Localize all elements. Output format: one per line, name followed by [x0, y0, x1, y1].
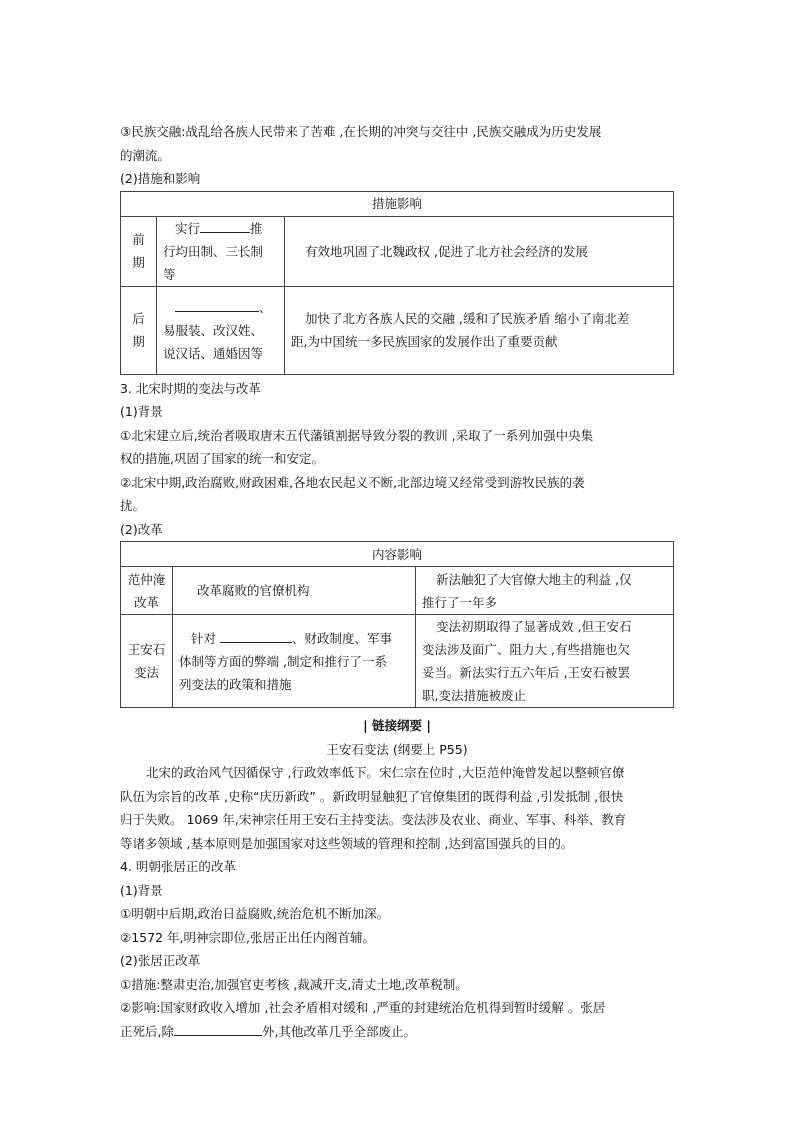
reform-name-cell — [121, 567, 173, 615]
measures-table — [120, 191, 674, 375]
section3-sub2: (2)改革 — [120, 521, 163, 537]
fill-blank[interactable] — [175, 297, 259, 312]
link-paragraph-line: 北宋的政治风气因循保守 ,行政效率低下。宋仁宗在位时 ,大臣范仲淹曾发起以整顿官僚 — [146, 765, 625, 780]
content-text: 针对 — [191, 630, 217, 646]
section4-p1: ①明朝中后期,政治日益腐败,统治危机不断加深。 — [120, 906, 390, 921]
p5-text: 外,其他改革几乎全部废止。 — [261, 1023, 416, 1039]
content-text: 列变法的政策和措施 — [179, 676, 292, 692]
section4-sub1: (1)背景 — [120, 882, 163, 898]
reform-name: 变法 — [133, 665, 159, 680]
measure-text: 等 — [163, 266, 176, 282]
measure-text: 说汉话、通婚因等 — [163, 345, 264, 361]
effect-cell — [416, 567, 674, 615]
link-paragraph-line: 队伍为宗旨的改革 ,史称“庆历新政” 。新政明显触犯了官僚集团的既得利益 ,引发抵制 ,很快 — [120, 788, 624, 804]
section3-p2b: 扰。 — [120, 498, 146, 513]
intro-line-2: 的潮流。 — [120, 147, 171, 163]
section3-sub1: (1)背景 — [120, 404, 163, 419]
effect-cell: 有效地巩固了北魏政权 ,促进了北方社会经济的发展 — [285, 216, 674, 286]
link-paragraph-line: 归于失败。 1069 年,宋神宗任用王安石主持变法。变法涉及农业、商业、军事、科举、教育 — [120, 812, 627, 827]
p5-text: 正死后,除 — [120, 1023, 174, 1039]
measure-text: 易服装、改汉姓、 — [163, 322, 264, 338]
effect-text: 变法初期取得了显著成效 ,但王安石 — [436, 619, 632, 634]
link-title: 王安石变法 (纲要上 P55) — [326, 741, 468, 757]
effect-text: 加快了北方各族人民的交融 ,缓和了民族矛盾 缩小了南北差 — [305, 311, 630, 326]
effect-text: 新法触犯了大官僚大地主的利益 ,仅 — [436, 571, 632, 587]
measure-text: 推 — [250, 220, 263, 236]
reform-name: 改革 — [133, 594, 159, 610]
reform-name-cell — [121, 615, 173, 708]
section4-title: 4. 明朝张居正的改革 — [120, 859, 236, 874]
intro-line-1: ③民族交融:战乱给各族人民带来了苦难 ,在长期的冲突与交往中 ,民族交融成为历史发展 — [120, 124, 602, 139]
reform-name: 王安石 — [127, 642, 166, 657]
fill-blank[interactable] — [174, 1021, 262, 1036]
fill-blank[interactable] — [220, 628, 292, 643]
measure-cell — [157, 286, 285, 374]
effect-text: 妥当。新法实行五六年后 ,王安石被罢 — [422, 665, 630, 680]
measure-text: 、 — [259, 299, 272, 315]
table-row — [121, 567, 674, 615]
effect-cell — [285, 286, 674, 374]
measures-subheading: (2)措施和影响 — [120, 171, 201, 186]
effect-text: 变法涉及面广、阻力大 ,有些措施也欠 — [422, 642, 630, 657]
effect-text: 推行了一年多 — [422, 594, 498, 610]
section3-title: 3. 北宋时期的变法与改革 — [120, 380, 261, 396]
effect-text: 职,变法措施被废止 — [422, 688, 526, 703]
effect-cell — [416, 615, 674, 708]
content-text: 、财政制度、军事 — [292, 630, 393, 646]
table-row — [121, 615, 674, 708]
page — [120, 120, 674, 1043]
section3-p1a: ①北宋建立后,统治者吸取唐末五代藩镇割据导致分裂的教训 ,采取了一系列加强中央集 — [120, 427, 594, 443]
effect-text: 距,为中国统一多民族国家的发展作出了重要贡献 — [291, 334, 558, 349]
link-paragraph-line: 等诸多领域 ,基本原则是加强国家对这些领域的管理和控制 ,达到富国强兵的目的。 — [120, 835, 574, 851]
content-cell — [173, 615, 416, 708]
table-row — [121, 286, 674, 374]
section3-p2a: ②北宋中期,政治腐败,财政困难,各地农民起义不断,北部边境又经常受到游牧民族的袭 — [120, 474, 585, 490]
section3-p1b: 权的措施,巩固了国家的统一和安定。 — [120, 451, 324, 466]
section4-p4: ②影响:国家财政收入增加 ,社会矛盾相对缓和 ,严重的封建统治危机得到暂时缓解 。张居 — [120, 1000, 606, 1015]
period-cell: 后期 — [121, 286, 157, 374]
section4-p2: ②1572 年,明神宗即位,张居正出任内阁首辅。 — [120, 929, 375, 945]
measure-text: 行均田制、三长制 — [163, 243, 264, 259]
link-heading: | 链接纲要 | — [363, 718, 431, 733]
content-cell: 改革腐败的官僚机构 — [173, 567, 416, 615]
section4-p5 — [120, 1020, 674, 1044]
content-text: 体制等方面的弊端 ,制定和推行了一系 — [179, 653, 387, 669]
table-row — [121, 216, 674, 286]
section4-sub2: (2)张居正改革 — [120, 953, 201, 968]
measure-text: 实行 — [175, 220, 201, 236]
section4-p3: ①措施:整肃吏治,加强官吏考核 ,裁减开支,清丈土地,改革税制。 — [120, 976, 468, 992]
period-cell: 前期 — [121, 216, 157, 286]
fill-blank[interactable] — [200, 218, 250, 233]
reform-table — [120, 541, 674, 708]
reform-name: 范仲淹 — [127, 571, 166, 587]
measure-cell — [157, 216, 285, 286]
reform-table-header: 内容影响 — [121, 542, 674, 567]
measures-table-header: 措施影响 — [121, 191, 674, 216]
